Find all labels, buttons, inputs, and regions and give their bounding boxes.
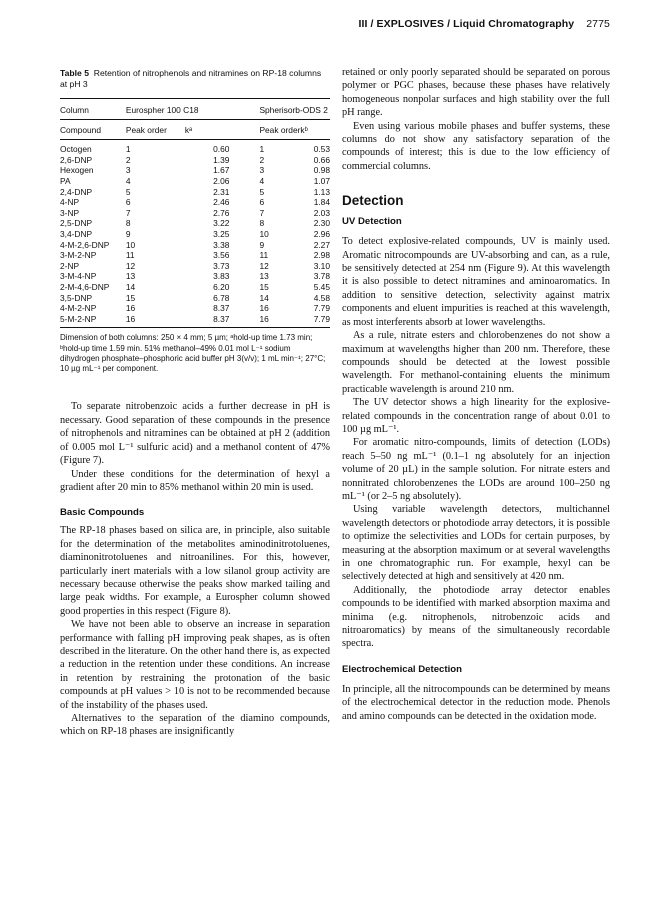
table-row (60, 218, 330, 229)
cell-compound: 3,5-DNP (60, 292, 93, 303)
table-footnote: Dimension of both columns: 250 × 4 mm; 5 µm; ᵃhold-up time 1.73 min; ᵇhold-up time 1.59 min. 51% methanol–49% 0.01 mol L⁻¹ sodium dihydrogen phosphate–phosphoric acid buffer pH 3(v/v); 1 mL min⁻¹; 27°C; 10 µg mL⁻¹ per component. (60, 333, 326, 374)
cell-compound: Hexogen (60, 165, 94, 176)
cell-k-b: 3.78 (313, 271, 330, 282)
left-body-text (60, 400, 330, 494)
paragraph: Additionally, the photodiode array detector enables compounds to be identified with marked absorption maxima and minima (e.g. nitrophenols, nitrobenzoic acids and nitroaromatics) by means of the simultaneously recordable spectra. (342, 584, 610, 650)
cell-k-b: 1.13 (313, 186, 330, 197)
paragraph: In principle, all the nitrocompounds can be determined by means of the electrochemical detector in the reduction mode. Phenols and amino compounds can be detected in the oxidation mode. (342, 683, 610, 722)
table-row (60, 140, 330, 155)
cell-peak-order-1: 6 (125, 197, 131, 208)
cell-k-a: 2.46 (213, 197, 230, 208)
cell-k-b: 7.79 (313, 313, 330, 324)
cell-compound: 4-M-2,6-DNP (60, 239, 110, 250)
heading-electrochemical-detection: Electrochemical Detection (342, 663, 462, 675)
right-body-text-2 (342, 235, 610, 651)
cell-compound: 5-M-2-NP (60, 313, 97, 324)
cell-compound: 2-NP (60, 260, 80, 271)
cell-k-b: 3.10 (313, 260, 330, 271)
table-row (60, 314, 330, 328)
left-body-text-2 (60, 524, 330, 739)
table-row (60, 208, 330, 219)
cell-k-b: 0.98 (313, 165, 330, 176)
table-body (60, 140, 330, 328)
running-header (358, 18, 610, 30)
paragraph: Under these conditions for the determination of hexyl a gradient after 20 min to 85% methanol within 20 min is used. (60, 468, 330, 493)
cell-peak-order-1: 12 (125, 260, 136, 271)
right-body-text (342, 66, 610, 173)
paragraph: retained or only poorly separated should be separated on porous polymer or PGC phases, because these phases have relatively homogeneous nonpolar surfaces and high stability over the full pH range. (342, 67, 610, 119)
left-column (60, 68, 330, 739)
table-row (60, 229, 330, 240)
paragraph: Using variable wavelength detectors, multichannel wavelength detectors or photodiode array detectors, it is possible to optimize the selectivities and LODs for certain purposes, by measuring at the absorption maximum or at several wavelengths in one chromatographic run. For example, hexyl can be selectively detected at high and sensitively at 420 nm. (342, 504, 610, 583)
cell-compound: Octogen (60, 144, 92, 155)
cell-k-a: 1.67 (213, 165, 230, 176)
cell-k-b: 2.30 (313, 218, 330, 229)
paragraph: We have not been able to observe an increase in separation performance with falling pH improving peak shapes, as is often described in the literature. On the other hand there is, as expected a reduction in the retention under these conditions. An increase in retention by restraining the protonation of the basic compounds at pH values > 10 is not to be recommended because of the instability of the phases used. (60, 619, 330, 711)
col-header-peak-order-2: Peak order (245, 119, 300, 140)
cell-peak-order-1: 5 (125, 186, 131, 197)
paragraph: Even using various mobile phases and buffer systems, these columns do not show any satisfactory separation of the compounds of interest; this is due to the low efficiency of commercial columns. (342, 120, 610, 172)
cell-peak-order-1: 10 (125, 239, 136, 250)
cell-compound: 2,6-DNP (60, 154, 93, 165)
retention-table (60, 98, 330, 328)
cell-compound: 2,4-DNP (60, 186, 93, 197)
table-row (60, 261, 330, 272)
paragraph: To detect explosive-related compounds, UV is mainly used. Aromatic nitrocompounds are UV-absorbing and can, as a rule, be sensitively detected at 254 nm (Figure 9). At this wavelength it is also possible to detect nitramines and aminoaromatics. In addition to sensitive detection, selectivity against matrix components and eluent impurities is reached at this wavelength, as most interferents absorb at lower wavelengths. (342, 236, 610, 328)
col-header-k-b: kᵇ (300, 119, 330, 140)
table-row (60, 250, 330, 261)
cell-k-a: 0.60 (213, 144, 230, 155)
cell-compound: 4-M-2-NP (60, 303, 97, 314)
cell-k-b: 7.79 (313, 303, 330, 314)
col-header-k-a: kᵃ (167, 119, 246, 140)
cell-peak-order-1: 16 (125, 303, 136, 314)
cell-peak-order-2: 16 (259, 303, 269, 314)
table-row (60, 293, 330, 304)
cell-k-a: 6.78 (213, 292, 230, 303)
table-caption-label: Table 5 (60, 68, 89, 78)
cell-peak-order-1: 1 (125, 144, 131, 155)
cell-peak-order-2: 15 (259, 281, 269, 292)
cell-peak-order-2: 3 (259, 165, 265, 176)
page-number: 2775 (586, 18, 610, 30)
cell-k-b: 2.98 (313, 250, 330, 261)
cell-k-a: 3.73 (213, 260, 230, 271)
cell-peak-order-2: 8 (259, 218, 265, 229)
cell-k-a: 8.37 (213, 313, 230, 324)
heading-basic-compounds: Basic Compounds (60, 507, 145, 519)
cell-compound: 3-NP (60, 207, 80, 218)
paragraph: To separate nitrobenzoic acids a further decrease in pH is necessary. Good separation of these compounds in the presence of nitrophenols and nitramines can be obtained at pH 2 (addition of 0.005 mol L⁻¹ sulfuric acid) and a methanol content of 47% (Figure 7). (60, 401, 330, 467)
cell-compound: PA (60, 175, 71, 186)
cell-k-b: 1.84 (313, 197, 330, 208)
cell-k-a: 1.39 (213, 154, 230, 165)
cell-k-a: 2.76 (213, 207, 230, 218)
cell-k-b: 0.66 (313, 154, 330, 165)
cell-peak-order-2: 1 (259, 144, 265, 155)
cell-peak-order-1: 3 (125, 165, 131, 176)
table-caption-text: Retention of nitrophenols and nitramines on RP-18 columns at pH 3 (60, 68, 322, 89)
cell-peak-order-1: 9 (125, 228, 131, 239)
col-header-column: Column (60, 99, 120, 120)
paragraph: The RP-18 phases based on silica are, in principle, also suitable for the determination of the metabolites aminodinitrotoluenes, diaminonitrotoluenes and nitroanilines. For this, however, particularly inert materials with a low silanol group activity are necessary because otherwise the peaks show marked tailing and large peak widths. For example, a Eurospher column showed good properties in this respect (Figure 8). (60, 525, 330, 617)
heading-detection: Detection (342, 193, 404, 209)
cell-compound: 2-M-4,6-DNP (60, 281, 110, 292)
cell-peak-order-1: 14 (125, 281, 136, 292)
paragraph: For aromatic nitro-compounds, limits of detection (LODs) reach 5–50 ng mL⁻¹ (0.1–1 ng absolutely for an injection volume of 20 µL) in the sample solution. For nitrate esters and nonnitrated chlorobenzenes the LODs are around 100–250 ng mL⁻¹ (or 2–5 ng absolutely). (342, 437, 610, 502)
cell-peak-order-2: 12 (259, 260, 269, 271)
paragraph: Alternatives to the separation of the diamino compounds, which on RP-18 phases are insignificantly (60, 713, 330, 738)
cell-peak-order-1: 13 (125, 271, 136, 282)
right-column (342, 66, 610, 723)
col-header-compound: Compound (60, 119, 120, 140)
cell-peak-order-2: 6 (259, 197, 265, 208)
cell-k-a: 3.56 (213, 250, 230, 261)
cell-k-a: 2.31 (213, 186, 230, 197)
cell-compound: 4-NP (60, 197, 80, 208)
table-subheader-row (60, 119, 330, 140)
cell-k-a: 2.06 (213, 175, 230, 186)
cell-peak-order-1: 16 (125, 313, 136, 324)
cell-peak-order-2: 5 (259, 186, 265, 197)
paragraph: The UV detector shows a high linearity for the explosive-related compounds in the concentration range of about 0.01 to 100 µg mL⁻¹. (342, 397, 610, 435)
cell-peak-order-2: 2 (259, 154, 265, 165)
cell-k-a: 3.83 (213, 271, 230, 282)
cell-peak-order-2: 7 (259, 207, 265, 218)
cell-k-b: 0.53 (313, 144, 330, 155)
cell-k-b: 2.03 (313, 207, 330, 218)
col-header-spherisorb: Spherisorb-ODS 2 (245, 99, 330, 120)
cell-peak-order-2: 9 (259, 239, 265, 250)
cell-peak-order-2: 11 (259, 250, 269, 261)
cell-compound: 2,5-DNP (60, 218, 93, 229)
table-row (60, 155, 330, 166)
paragraph: As a rule, nitrate esters and chlorobenzenes do not show a maximum at wavelengths higher than 200 nm. Therefore, these compounds should be detected at the lowest possible wavelength. For methanol-containing eluents the minimum practicable wavelength is around 210 nm. (342, 330, 610, 395)
cell-peak-order-1: 4 (125, 175, 131, 186)
table-row (60, 303, 330, 314)
cell-k-b: 1.07 (313, 175, 330, 186)
cell-peak-order-2: 13 (259, 271, 269, 282)
table-row (60, 240, 330, 251)
cell-peak-order-2: 4 (259, 175, 265, 186)
cell-peak-order-1: 8 (125, 218, 131, 229)
cell-compound: 3-M-4-NP (60, 271, 97, 282)
cell-peak-order-1: 11 (125, 250, 135, 261)
table-header-row (60, 99, 330, 120)
cell-k-b: 4.58 (313, 292, 330, 303)
heading-uv-detection: UV Detection (342, 216, 402, 228)
right-body-text-3 (342, 683, 610, 723)
table-row (60, 271, 330, 282)
cell-k-a: 3.25 (213, 228, 230, 239)
cell-k-b: 2.27 (313, 239, 330, 250)
table-row (60, 197, 330, 208)
cell-peak-order-2: 10 (259, 228, 269, 239)
cell-k-a: 3.22 (213, 218, 230, 229)
table-row (60, 282, 330, 293)
cell-peak-order-1: 7 (125, 207, 131, 218)
table-row (60, 176, 330, 187)
col-header-peak-order-1: Peak order (120, 119, 167, 140)
cell-k-b: 2.96 (313, 228, 330, 239)
running-title: III / EXPLOSIVES / Liquid Chromatography (358, 18, 575, 30)
cell-k-a: 3.38 (213, 239, 230, 250)
cell-k-b: 5.45 (313, 281, 330, 292)
cell-peak-order-2: 16 (259, 313, 269, 324)
cell-compound: 3-M-2-NP (60, 250, 97, 261)
cell-peak-order-2: 14 (259, 292, 269, 303)
cell-compound: 3,4-DNP (60, 228, 93, 239)
cell-peak-order-1: 15 (125, 292, 136, 303)
cell-k-a: 8.37 (213, 303, 230, 314)
table-caption (60, 68, 330, 90)
table-row (60, 165, 330, 176)
table-row (60, 187, 330, 198)
cell-k-a: 6.20 (213, 281, 230, 292)
cell-peak-order-1: 2 (125, 154, 131, 165)
col-header-eurospher: Eurospher 100 C18 (120, 99, 246, 120)
